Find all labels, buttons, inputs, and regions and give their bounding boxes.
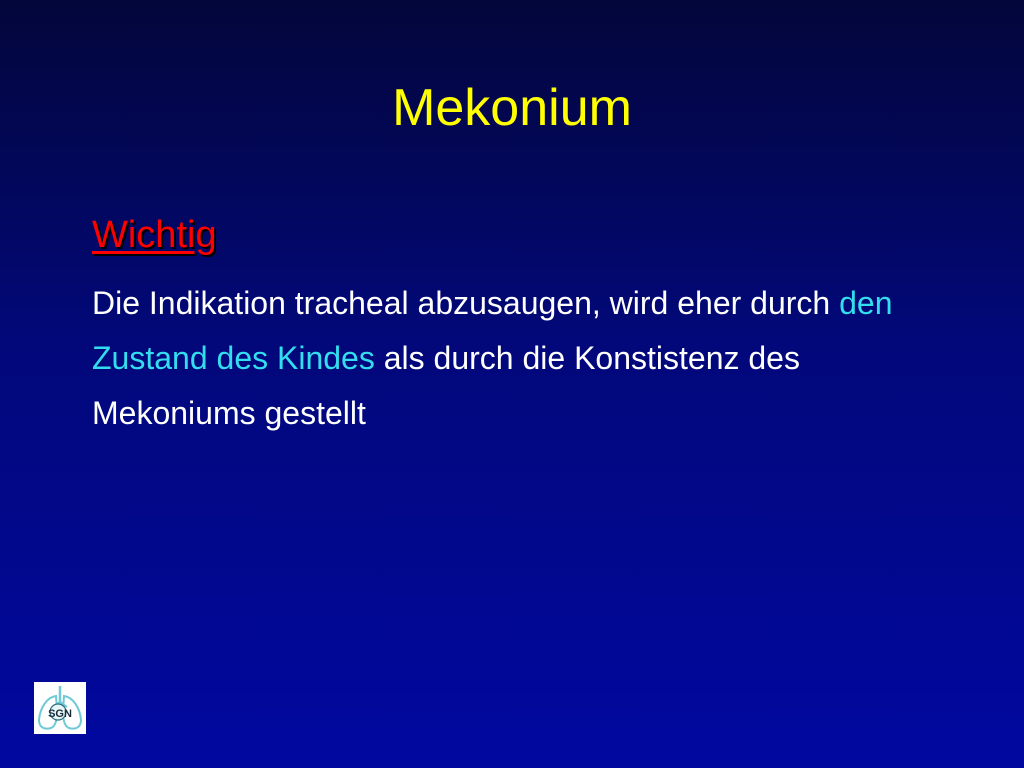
body-highlight: den Zustand des Kindes [92, 285, 893, 376]
lungs-logo-icon [34, 682, 86, 734]
body-paragraph [92, 276, 952, 441]
body-text-part2: als durch die Konstistenz des Mekoniums gestellt [92, 340, 800, 431]
body-text-part1: Die Indikation tracheal abzusaugen, wird eher durch [92, 285, 840, 321]
slide-title: Mekonium [392, 79, 632, 137]
logo-text: SGN [48, 708, 72, 720]
important-heading: Wichtig [92, 214, 217, 256]
